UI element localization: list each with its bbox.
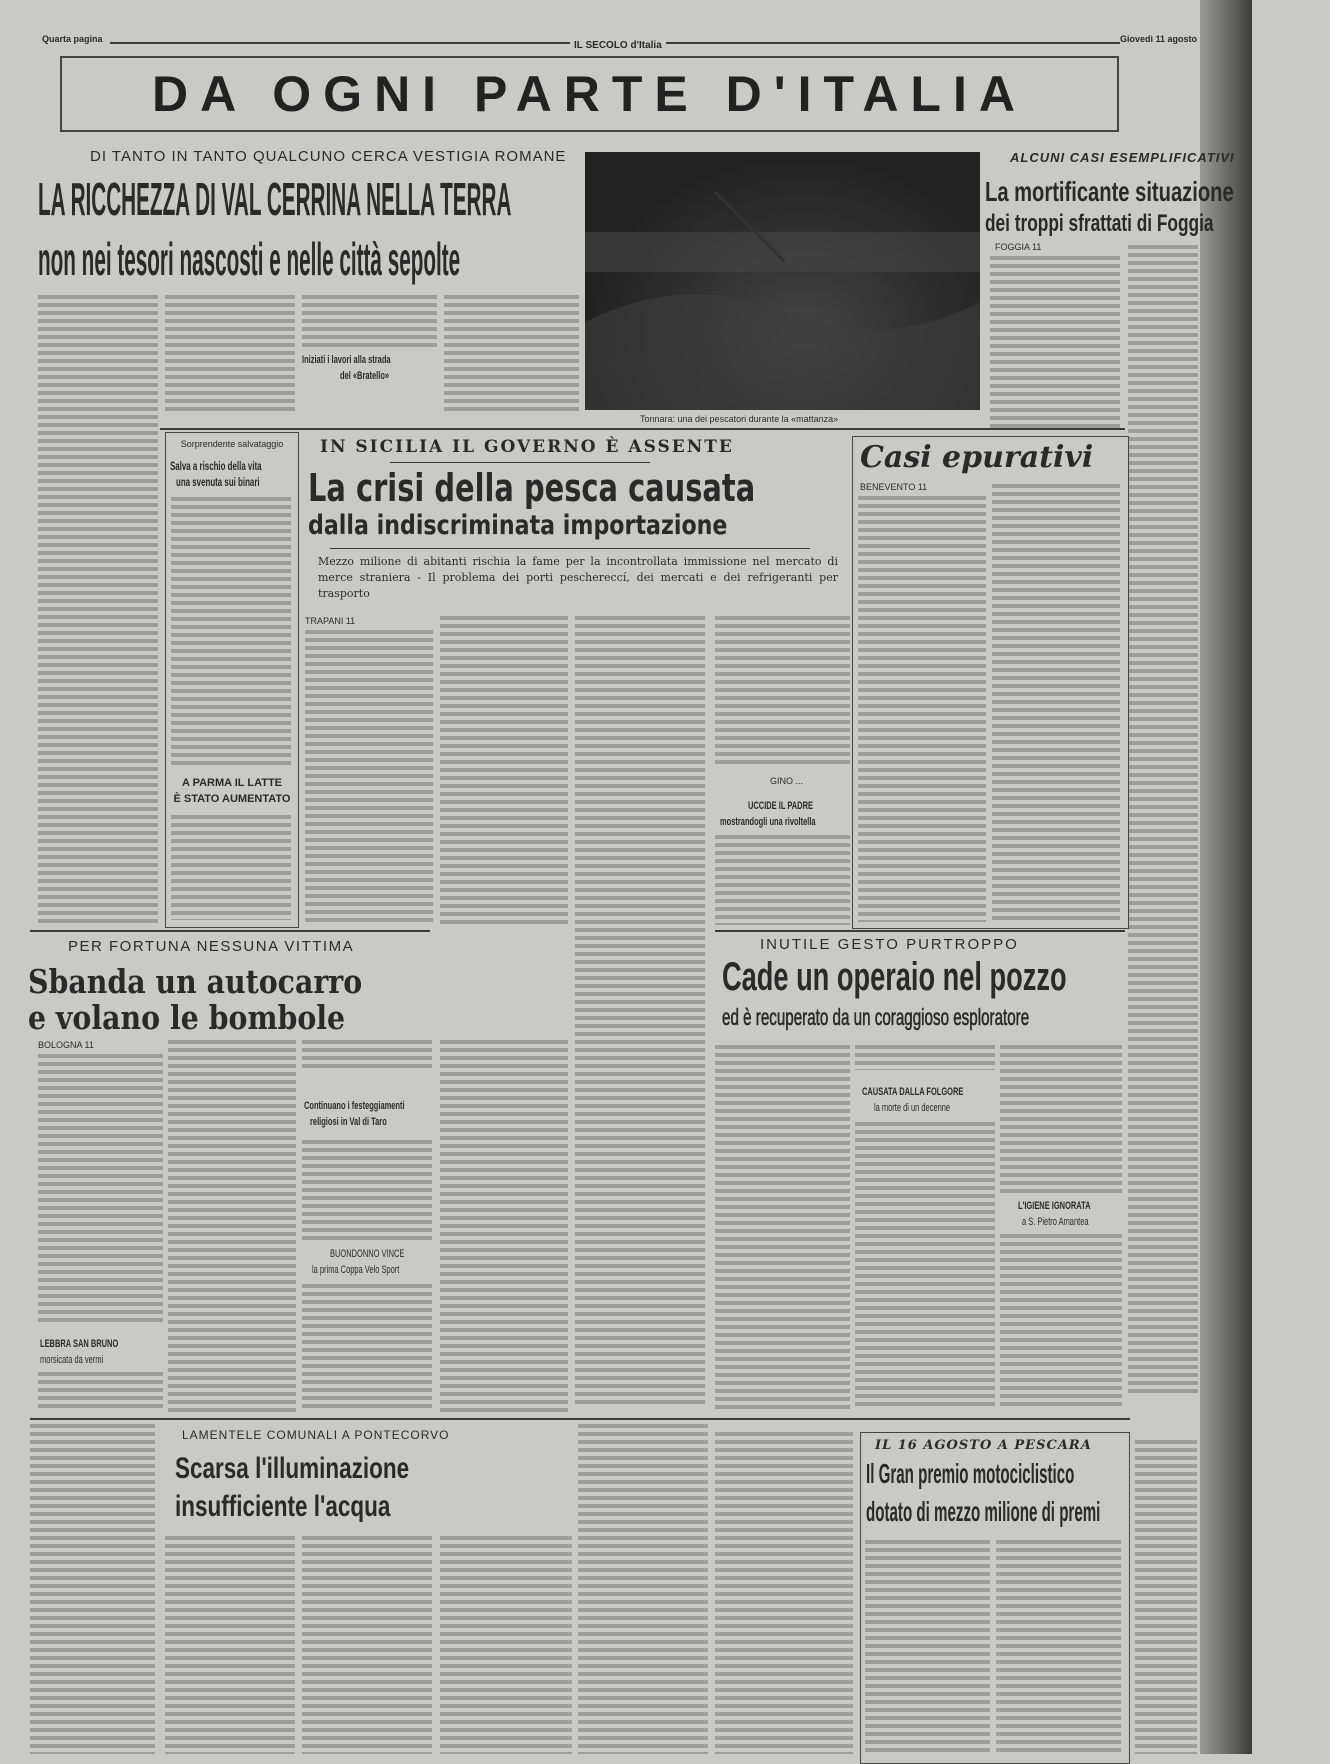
- body-text: [1135, 1440, 1197, 1754]
- brief-padre-line-2: mostrandogli una rivoltella: [720, 816, 816, 828]
- body-text: [992, 484, 1120, 922]
- page-label: Quarta pagina: [42, 34, 103, 44]
- body-text: [38, 1054, 163, 1326]
- brief-1-line-2: una svenuta sui binari: [176, 475, 260, 489]
- masthead: IL SECOLO d'Italia: [570, 40, 666, 51]
- body-text: [171, 497, 291, 767]
- divider: [30, 1418, 1130, 1420]
- headline-foggia-1-wrap: [985, 176, 1234, 208]
- body-text: [302, 295, 437, 350]
- body-text: [1000, 1234, 1122, 1410]
- body-text: [996, 1540, 1121, 1754]
- body-text: [168, 1040, 296, 1412]
- headline-val-cerrina-1-wrap: [38, 172, 578, 232]
- headline-pescara-2: dotato di mezzo milione di premi: [866, 1496, 1101, 1527]
- divider: [30, 930, 430, 932]
- headline-pozzo-1-wrap: [722, 955, 1229, 1000]
- dateline-autocarro: BOLOGNA 11: [38, 1040, 94, 1050]
- headline-val-cerrina-2: non nei tesori nascosti e nelle città sepolte: [38, 233, 461, 285]
- brief-buondonno-line-2: la prima Coppa Velo Sport: [312, 1264, 400, 1276]
- brief-lebbra-line-1: LEBBRA SAN BRUNO: [40, 1338, 119, 1350]
- dateline-epurativi: BENEVENTO 11: [860, 482, 928, 492]
- brief-igiene-line-2: a S. Pietro Amantea: [1022, 1216, 1089, 1228]
- headline-foggia-2: dei troppi sfrattati di Foggia: [985, 210, 1214, 237]
- brief-2-line-1: A PARMA IL LATTE: [181, 777, 282, 789]
- body-text: [575, 616, 705, 1408]
- headline-illuminazione-1-wrap: [175, 1452, 487, 1486]
- body-text: [855, 1122, 995, 1410]
- headline-val-cerrina-2-wrap: [38, 232, 578, 292]
- headline-autocarro-2-wrap: [28, 998, 397, 1037]
- headline-pesca-1-wrap: [308, 466, 896, 510]
- headline-autocarro-1: Sbanda un autocarro: [28, 962, 363, 1001]
- headline-pesca-2: dalla indiscriminata importazione: [308, 510, 728, 541]
- brief-val-taro-line-2: religiosi in Val di Taro: [310, 1116, 387, 1128]
- kicker-pesca: IN SICILIA IL GOVERNO È ASSENTE: [320, 437, 734, 457]
- body-text: [715, 1045, 850, 1410]
- headline-pozzo-2-wrap: [722, 1004, 1187, 1031]
- headline-illuminazione-2-wrap: [175, 1490, 462, 1524]
- body-text: [715, 616, 850, 768]
- body-text: [38, 1372, 163, 1412]
- body-text: [165, 295, 295, 415]
- divider: [715, 930, 1125, 932]
- divider: [330, 548, 810, 549]
- headline-pozzo-1: Cade un operaio nel pozzo: [722, 955, 1067, 999]
- body-text: [1000, 1045, 1122, 1193]
- brief-bratello: [302, 354, 438, 396]
- body-text: [715, 835, 850, 925]
- headline-pescara-2-wrap: [866, 1496, 1300, 1528]
- body-text: [440, 1536, 572, 1754]
- headline-illuminazione-2: insufficiente l'acqua: [175, 1490, 391, 1523]
- body-text: [990, 256, 1120, 430]
- body-text: [444, 295, 579, 415]
- brief-bratello-line-2: del «Bratello»: [340, 370, 390, 382]
- body-text: [440, 616, 568, 926]
- headline-pesca-1: La crisi della pesca causata: [308, 466, 756, 510]
- headline-val-cerrina-1: LA RICCHEZZA DI VAL CERRINA NELLA TERRA: [38, 173, 512, 225]
- kicker-autocarro: PER FORTUNA NESSUNA VITTIMA: [68, 938, 355, 955]
- brief-igiene-line-1: L'IGIENE IGNORATA: [1018, 1200, 1091, 1212]
- kicker-salvataggio: Sorprendente salvataggio: [180, 439, 284, 449]
- fishermen-illustration: [585, 152, 980, 410]
- body-text: [302, 1040, 432, 1070]
- brief-folgore-line-2: la morte di un decenne: [874, 1102, 951, 1114]
- section-banner: [60, 56, 1119, 132]
- brief-padre-line-1: UCCIDE IL PADRE: [748, 800, 813, 812]
- dateline-pesca: TRAPANI 11: [305, 616, 356, 626]
- body-text: [865, 1540, 990, 1754]
- news-photo: [585, 152, 980, 410]
- headline-pesca-2-wrap: [308, 510, 820, 541]
- kicker-foggia: ALCUNI CASI ESEMPLIFICATIVI: [1010, 150, 1235, 165]
- headline-pozzo-2: ed è recuperato da un coraggioso esploratore: [722, 1004, 1030, 1030]
- headline-autocarro-2: e volano le bombole: [28, 998, 346, 1037]
- brief-folgore-line-1: CAUSATA DALLA FOLGORE: [862, 1086, 964, 1098]
- body-text: [715, 1432, 853, 1754]
- headline-foggia-2-wrap: [985, 210, 1214, 238]
- body-text: [440, 1040, 568, 1412]
- brief-val-taro-line-1: Continuano i festeggiamenti: [304, 1100, 405, 1112]
- issue-date: Giovedì 11 agosto: [1120, 34, 1198, 44]
- brief-bratello-line-1: Iniziati i lavori alla strada: [302, 354, 391, 366]
- body-text: [171, 815, 291, 920]
- kicker-val-cerrina: DI TANTO IN TANTO QUALCUNO CERCA VESTIGIA ROMANE: [90, 148, 567, 165]
- headline-epurativi: Casi epurativi: [860, 440, 1094, 475]
- brief-lebbra-line-2: morsicata da vermi: [40, 1354, 104, 1366]
- headline-foggia-1: La mortificante situazione: [985, 176, 1234, 207]
- photo-caption: Tonnara: una dei pescatori durante la «mattanza»: [640, 414, 839, 424]
- divider: [160, 428, 1125, 430]
- brief-2-line-2: È STATO AUMENTATO: [173, 793, 291, 805]
- body-text: [302, 1284, 432, 1412]
- brief-buondonno-line-1: BUONDONNO VINCE: [330, 1248, 405, 1260]
- kicker-pozzo: INUTILE GESTO PURTROPPO: [760, 936, 1019, 953]
- divider: [390, 462, 650, 463]
- body-text: [302, 1536, 432, 1754]
- body-text: [302, 1140, 432, 1240]
- deck-pesca: Mezzo milione di abitanti rischia la fame per la incontrollata immissione nel mercato di merce straniera - Il problema dei porti peschereccí, dei mercati e dei refrigeranti per trasporto: [318, 555, 838, 600]
- headline-illuminazione-1: Scarsa l'illuminazione: [175, 1452, 410, 1485]
- body-text: [305, 630, 433, 926]
- body-text: [1128, 245, 1198, 1395]
- left-briefs-box: [165, 432, 299, 928]
- signature-pesca: GINO ...: [770, 776, 804, 786]
- body-text: [578, 1424, 708, 1754]
- body-text: [30, 1424, 155, 1754]
- brief-1-line-1: Salva a rischio della vita: [170, 459, 262, 473]
- body-text: [165, 1536, 295, 1754]
- kicker-pescara: IL 16 AGOSTO A PESCARA: [875, 1438, 1092, 1453]
- headline-autocarro-1-wrap: [28, 962, 417, 1001]
- headline-pescara-1: Il Gran premio motociclistico: [866, 1458, 1075, 1489]
- kicker-illuminazione: LAMENTELE COMUNALI A PONTECORVO: [182, 1428, 450, 1442]
- dateline-foggia: FOGGIA 11: [995, 242, 1042, 252]
- body-text: [858, 496, 986, 922]
- body-text: [38, 295, 158, 925]
- section-title: DA OGNI PARTE D'ITALIA: [152, 66, 1027, 122]
- body-text: [855, 1045, 995, 1070]
- page-curl-shadow: [1200, 0, 1252, 1754]
